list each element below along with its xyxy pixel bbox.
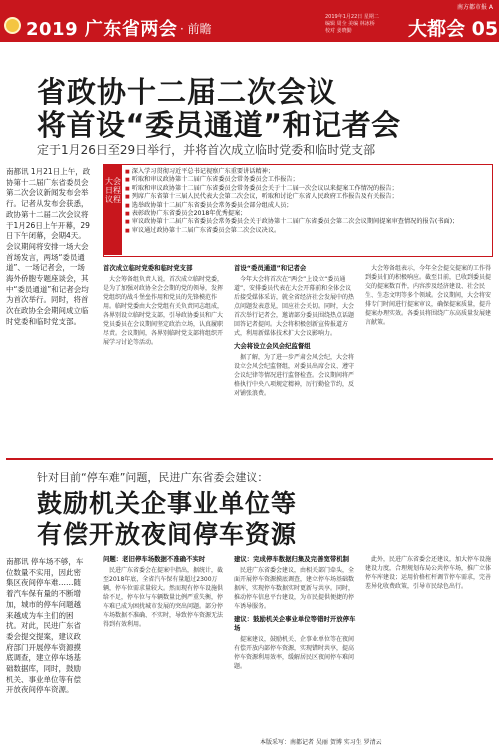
byline-footer: 本版采写：南都记者 吴丽 贺博 实习生 罗清云 <box>260 739 382 746</box>
column-text: 大会筹备组负责人说，首次成立临时党委，是为了加强对政协全会会期的党的领导，发挥党组织的战斗堡垒作用和党员的先锋模范作用。临时党委由大会党组有关负责同志组成，各界别设立临时党支部，引导政协委员和广大党员委员在会议期间坚定政治立场，认真履职尽责。会议期间，各界别临时党支部将组织开展学习讨论等活动。 <box>103 276 224 346</box>
column-text: 民进广东省委会建议，由相关部门牵头，全面开展停车资源摸底调查，建立停车场基础数据库，实现停车数据实时更新与共享。同时，推动停车信息平台建设，为市民提供便捷的停车诱导服务。 <box>234 567 355 610</box>
column-text: 据了解，为了进一步严肃会风会纪，大会将设立会风会纪监督组，对委员出席会议、遵守会议纪律等情况进行监督检查。会议期间将严格执行中央八项规定精神，厉行勤俭节约，反对铺张浪费。 <box>234 354 355 397</box>
agenda-item: ■ 审议通过政协第十二届广东省委员会第二次会议决议。 <box>125 227 487 235</box>
section-subtitle: · 前瞻 <box>180 22 212 36</box>
story2-intro: 南都讯 停车场不够，车位数量不实用，因此密集区夜间停车难……随着汽车保有量的不断增加，城市的停车问题越来越成为车主们的困扰。对此，民进广东省委会提交提案，建议政府部门开展停车资源摸底调查，建立停车场基础数据库，同时，鼓励机关、事业单位等有偿开放夜间停车资源。 <box>6 557 84 695</box>
section-title: 2019 广东省两会 <box>26 19 178 40</box>
story2-kicker: 针对目前“停车难”问题，民进广东省委会建议： <box>37 471 269 484</box>
agenda-list <box>125 168 487 235</box>
agenda-item: ■ 审议政协第十二届广东省委员会常务委员会关于政协第十二届广东省委员会第二次会议期间提案审查情况的报告(书面)； <box>125 218 487 226</box>
column-subheading: 建议：鼓励机关企事业单位等错时开放停车场 <box>234 615 356 632</box>
column-text: 大会筹备组表示，今年全会提交提案的工作得到委员们的积极响应。截至目前，已收到委员提交的提案数百件，内容涉及经济建设、社会民生、生态文明等多个领域。会议期间，大会将安排专门时间进行提案审议，确保提案质量，提升提案办理实效。各委员将围绕广东高质量发展建言献策。 <box>365 265 491 326</box>
story1-column-1 <box>103 264 225 454</box>
column-text: 民进广东省委会在提案中指出，据统计，截至2018年底，全省汽车保有量超过2300万辆，停车位需求量较大。然而现有停车设施供给不足，停车位与车辆数量比例严重失衡，停车难已成为困扰城市发展的突出问题。部分停车场数据不准确、不实时，导致停车资源无法得到有效利用。 <box>103 567 224 628</box>
page-header <box>0 0 499 42</box>
story1-column-2 <box>234 264 356 454</box>
emblem-icon <box>4 17 21 34</box>
story2-headline-line-2: 有偿开放夜间停车资源 <box>37 520 298 549</box>
agenda-box <box>103 164 493 257</box>
story1-column-3 <box>365 264 491 454</box>
agenda-item: ■ 表彰政协广东省委员会2018年优秀提案； <box>125 210 487 218</box>
column-text: 今年大会将首次在“两会”上设立“委员通道”，安排委员代表在大会开幕前和全体会议后接受媒体采访，就全省经济社会发展中的热点问题发表意见，回应社会关切。同时，大会首次举行记者会，邀请部分委员围绕热点话题回答记者提问。大会将积极创新宣传报道方式，利用新媒体技术扩大会议影响力。 <box>234 276 355 337</box>
agenda-item: ■ 听取和审议政协第十二届广东省委员会常务委员会工作报告； <box>125 176 487 184</box>
column-subheading: 问题：老旧停车场数据不准确不实时 <box>103 555 206 563</box>
headline-deck: 定于1月26日至29日举行，并将首次成立临时党委和临时党支部 <box>37 143 376 157</box>
agenda-item: ■ 选举政协第十二届广东省委员会常务委员会部分组成人员； <box>125 202 487 210</box>
column-text: 提案建议，鼓励机关、企事业单位等在夜间有偿开放内部停车资源，实现错时共享，提高停车资源利用效率，缓解居民区夜间停车难问题。 <box>234 636 355 670</box>
headline-line-1: 省政协十二届二次会议 <box>37 75 338 109</box>
story-intro: 南都讯 1月21日上午，政协第十二届广东省委员会第二次会议新闻发布会举行。记者从发布会获悉，政协第十二届二次会议将于1月26日上午开幕，29日下午闭幕，会期4天。会议期间将安排一场大会首场发言，两场“委员通道”、一场记者会，一场海外侨胞专题座谈会，其中“委员通道”和记者会均为首次举行。同时，将首次在政协全会期间成立临时党委和临时党支部。 <box>6 167 91 326</box>
agenda-item: ■ 听取和审议政协第十二届广东省委员会常务委员会关于十二届一次会议以来提案工作情况的报告； <box>125 185 487 193</box>
story2-column-3 <box>365 555 491 733</box>
edition-info: 2019年1月22日 星期二 编辑 周全 美编 林冰桥 校对 姜晓勤 <box>325 14 379 34</box>
headline-line-2: 将首设“委员通道”和记者会 <box>37 108 401 142</box>
story-divider <box>6 458 493 460</box>
page-section-label: 大都会 05 <box>408 18 499 40</box>
agenda-item: ■ 列席广东省第十三届人民代表大会第二次会议，听取和讨论广东省人民政府工作报告及有关报告； <box>125 193 487 201</box>
story2-column-2 <box>234 555 356 733</box>
story2-column-1 <box>103 555 225 733</box>
column-text: 此外，民进广东省委会还建议，加大停车设施建设力度，合理规划布局公共停车场，推广立体停车库建设；运用价格杠杆调节停车需求，完善差异化收费政策，引导市民绿色出行。 <box>365 556 491 590</box>
agenda-box-tag: 大会日程议程 <box>104 165 122 255</box>
agenda-item: ■ 深入学习贯彻习近平总书记视察广东重要讲话精神； <box>125 168 487 176</box>
newspaper-brand: 南方都市报 A <box>456 4 493 11</box>
column-subheading: 大会将设立会风会纪监督组 <box>234 342 311 350</box>
column-subheading: 首次成立临时党委和临时党支部 <box>103 264 193 272</box>
column-subheading: 首设“委员通道”和记者会 <box>234 264 307 272</box>
column-subheading: 建议：完成停车数据归集及完善宽带机制 <box>234 555 350 563</box>
story2-headline-line-1: 鼓励机关企事业单位等 <box>37 489 298 518</box>
